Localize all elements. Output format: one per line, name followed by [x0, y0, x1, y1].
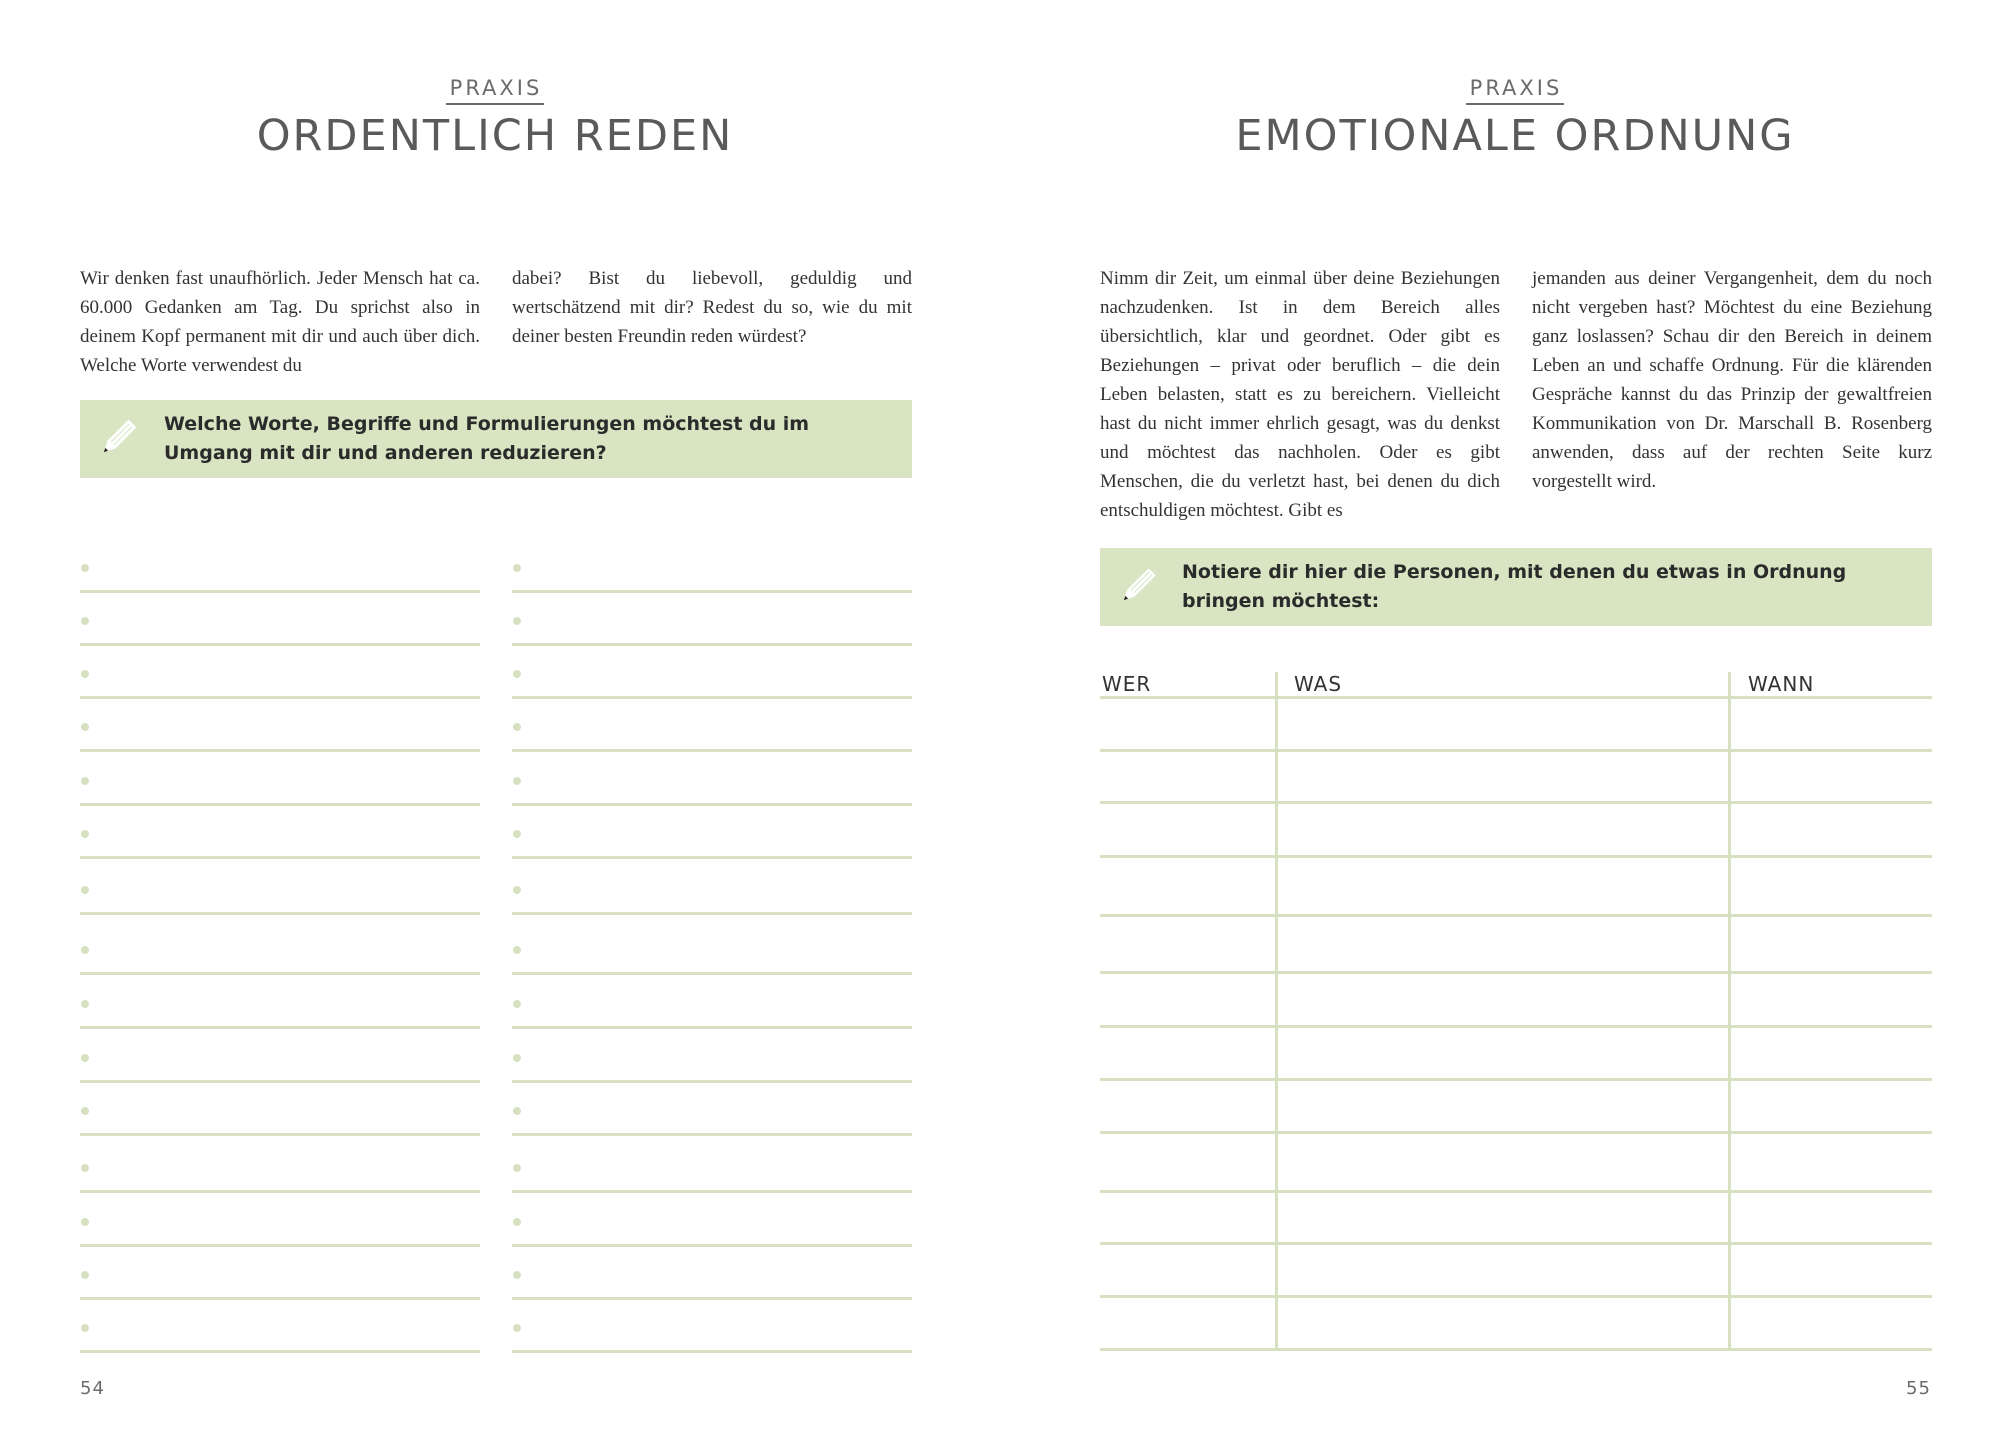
left-intro-col2: dabei? Bist du liebevoll, geduldig und wertschätzend mit dir? Redest du so, wie du mit deiner besten Freundin reden würdest?: [512, 268, 912, 347]
left-page-title: ORDENTLICH REDEN: [256, 111, 734, 161]
bullet-dot: [513, 777, 521, 785]
right-header: [1015, 76, 2000, 161]
right-kicker: PRAXIS: [1466, 76, 1565, 105]
bullet-dot: [81, 617, 89, 625]
table-row-line: [1100, 1348, 1932, 1351]
table-row-line: [1100, 801, 1932, 804]
bullet-dot: [81, 886, 89, 894]
writing-line[interactable]: [512, 590, 912, 593]
writing-line[interactable]: [512, 803, 912, 806]
writing-line[interactable]: [512, 1026, 912, 1029]
left-prompt-text: Welche Worte, Begriffe und Formulierungen möchtest du im Umgang mit dir und anderen reduzieren?: [164, 413, 810, 464]
bullet-dot: [513, 1324, 521, 1332]
writing-line[interactable]: [80, 1026, 480, 1029]
bullet-dot: [81, 1218, 89, 1226]
bullet-dot: [81, 1054, 89, 1062]
writing-line[interactable]: [80, 696, 480, 699]
writing-line[interactable]: [512, 696, 912, 699]
bullet-dot: [81, 1164, 89, 1172]
bullet-dot: [81, 1271, 89, 1279]
bullet-dot: [513, 886, 521, 894]
bullet-dot: [81, 830, 89, 838]
table-row-line: [1100, 1190, 1932, 1193]
writing-line[interactable]: [80, 1133, 480, 1136]
right-intro-col1: Nimm dir Zeit, um einmal über deine Beziehungen nachzudenken. Ist in dem Bereich alles übersichtlich, klar und geordnet. Oder gibt es Beziehungen – privat oder beruflich – die dein Leben belasten, statt es zu bereichern. Vielleicht hast du nicht immer ehrlich gesagt, was du denkst und möchtest das nachholen. Oder es gibt Menschen, die du verletzt hast, bei denen du dich entschuldigen möchtest. Gibt es: [1100, 268, 1500, 521]
bullet-dot: [513, 1164, 521, 1172]
left-prompt-box: [80, 400, 912, 478]
writing-line[interactable]: [512, 749, 912, 752]
writing-line[interactable]: [80, 1190, 480, 1193]
bullet-dot: [81, 564, 89, 572]
writing-line[interactable]: [512, 1133, 912, 1136]
table-header-rule: [1100, 696, 1932, 699]
bullet-dot: [513, 830, 521, 838]
left-intro-col1: Wir denken fast unaufhörlich. Jeder Mensch hat ca. 60.000 Gedanken am Tag. Du sprichst also in deinem Kopf permanent mit dir und auch über dich. Welche Worte verwendest du: [80, 268, 480, 376]
writing-line[interactable]: [80, 856, 480, 859]
writing-line[interactable]: [80, 1297, 480, 1300]
bullet-dot: [81, 1324, 89, 1332]
bullet-dot: [513, 1107, 521, 1115]
writing-line[interactable]: [80, 1244, 480, 1247]
left-header: [0, 76, 995, 161]
bullet-dot: [513, 723, 521, 731]
right-page-title: EMOTIONALE ORDNUNG: [1235, 111, 1795, 161]
table-row-line: [1100, 749, 1932, 752]
writing-line[interactable]: [512, 1350, 912, 1353]
bullet-dot: [81, 777, 89, 785]
bullet-dot: [513, 1218, 521, 1226]
column-divider-was-wann: [1728, 672, 1731, 1351]
writing-line[interactable]: [80, 749, 480, 752]
table-header-wer: WER: [1102, 672, 1152, 696]
table-header-wann: WANN: [1748, 672, 1815, 696]
table-row-line: [1100, 1131, 1932, 1134]
table-row-line: [1100, 971, 1932, 974]
writing-line[interactable]: [80, 803, 480, 806]
writing-line[interactable]: [512, 1080, 912, 1083]
right-intro-col2: jemanden aus deiner Vergangenheit, dem du noch nicht vergeben hast? Möchtest du eine Beziehung ganz loslassen? Schau dir den Bereich in deinem Leben an und schaffe Ordnung. Für die klärenden Gespräche kannst du das Prinzip der gewaltfreien Kommunikation von Dr. Marschall B. Rosenberg anwenden, dass auf der rechten Seite kurz vorgestellt wird.: [1532, 268, 1932, 492]
right-folio: 55: [1906, 1378, 1931, 1399]
writing-line[interactable]: [512, 1190, 912, 1193]
right-page: [1000, 0, 2000, 1438]
table-row-line: [1100, 914, 1932, 917]
writing-line[interactable]: [512, 972, 912, 975]
pencil-icon: [1114, 562, 1162, 610]
right-prompt-text: Notiere dir hier die Personen, mit denen du etwas in Ordnung bringen möchtest:: [1182, 561, 1847, 612]
bullet-dot: [81, 946, 89, 954]
pencil-icon: [94, 414, 142, 462]
writing-line[interactable]: [512, 856, 912, 859]
bullet-dot: [81, 1000, 89, 1008]
bullet-dot: [81, 1107, 89, 1115]
bullet-dot: [81, 723, 89, 731]
writing-line[interactable]: [512, 912, 912, 915]
table-row-line: [1100, 1295, 1932, 1298]
table-row-line: [1100, 1078, 1932, 1081]
table-row-line: [1100, 1242, 1932, 1245]
writing-line[interactable]: [80, 643, 480, 646]
writing-line[interactable]: [512, 1297, 912, 1300]
bullet-dot: [513, 564, 521, 572]
left-kicker: PRAXIS: [446, 76, 545, 105]
writing-line[interactable]: [512, 1244, 912, 1247]
writing-line[interactable]: [80, 972, 480, 975]
right-prompt-box: [1100, 548, 1932, 626]
bullet-dot: [81, 670, 89, 678]
writing-line[interactable]: [80, 590, 480, 593]
bullet-dot: [513, 670, 521, 678]
table-row-line: [1100, 1025, 1932, 1028]
bullet-dot: [513, 1271, 521, 1279]
writing-line[interactable]: [80, 912, 480, 915]
writing-line[interactable]: [512, 643, 912, 646]
writing-line[interactable]: [80, 1080, 480, 1083]
bullet-dot: [513, 1054, 521, 1062]
table-row-line: [1100, 855, 1932, 858]
bullet-dot: [513, 1000, 521, 1008]
bullet-dot: [513, 617, 521, 625]
bullet-dot: [513, 946, 521, 954]
left-folio: 54: [80, 1378, 105, 1399]
table-header-was: WAS: [1294, 672, 1343, 696]
writing-line[interactable]: [80, 1350, 480, 1353]
column-divider-wer-was: [1275, 672, 1278, 1351]
